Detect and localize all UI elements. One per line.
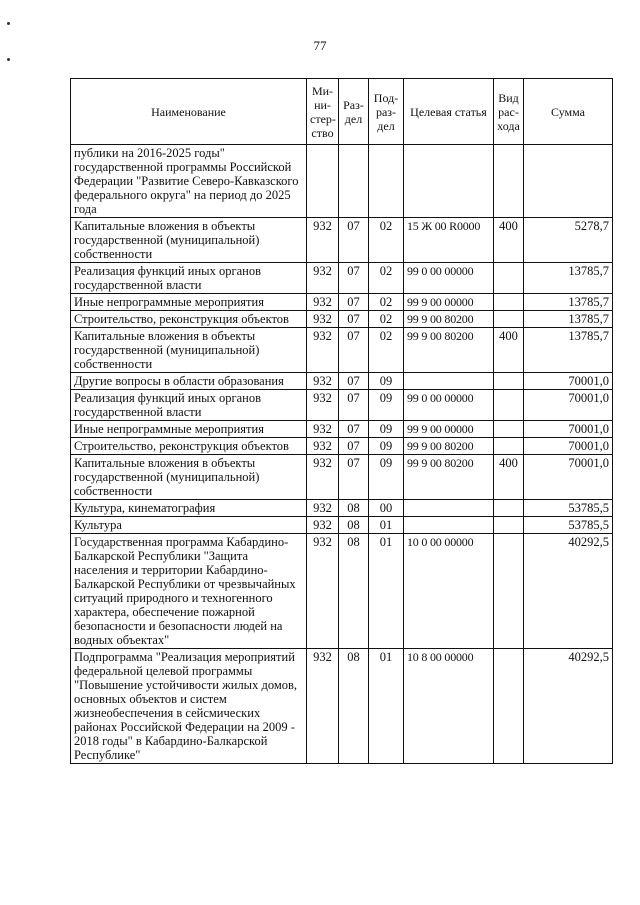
cell-target: 10 0 00 00000 <box>404 534 494 649</box>
cell-expense-type <box>494 517 524 534</box>
cell-expense-type <box>494 649 524 764</box>
table-row <box>71 373 613 390</box>
cell-ministry: 932 <box>307 649 339 764</box>
table-row <box>71 218 613 263</box>
cell-ministry: 932 <box>307 328 339 373</box>
cell-name: Культура <box>71 517 307 534</box>
cell-amount: 70001,0 <box>524 390 613 421</box>
cell-subsection: 02 <box>369 328 404 373</box>
cell-section: 07 <box>339 218 369 263</box>
cell-section: 08 <box>339 500 369 517</box>
table-row <box>71 517 613 534</box>
cell-ministry: 932 <box>307 421 339 438</box>
table-row <box>71 390 613 421</box>
cell-section: 07 <box>339 421 369 438</box>
cell-ministry: 932 <box>307 517 339 534</box>
table-row <box>71 263 613 294</box>
cell-expense-type <box>494 500 524 517</box>
cell-amount: 70001,0 <box>524 373 613 390</box>
cell-ministry: 932 <box>307 534 339 649</box>
cell-section: 08 <box>339 517 369 534</box>
cell-target: 99 9 00 00000 <box>404 421 494 438</box>
cell-subsection: 02 <box>369 218 404 263</box>
cell-target: 10 8 00 00000 <box>404 649 494 764</box>
cell-expense-type <box>494 311 524 328</box>
table-row <box>71 500 613 517</box>
cell-expense-type: 400 <box>494 218 524 263</box>
cell-expense-type <box>494 390 524 421</box>
table-row <box>71 145 613 218</box>
cell-target <box>404 145 494 218</box>
header-expense-type: Вид рас-хода <box>494 79 524 145</box>
cell-amount: 13785,7 <box>524 263 613 294</box>
scan-speck <box>7 58 10 61</box>
cell-subsection: 09 <box>369 390 404 421</box>
cell-expense-type <box>494 438 524 455</box>
cell-section <box>339 145 369 218</box>
budget-table <box>70 78 613 764</box>
page-number: 77 <box>313 38 327 53</box>
cell-subsection: 00 <box>369 500 404 517</box>
table-body <box>71 145 613 764</box>
cell-ministry: 932 <box>307 390 339 421</box>
cell-subsection: 09 <box>369 421 404 438</box>
cell-name: Государственная программа Кабардино-Балкарской Республики "Защита населения и территории Кабардино-Балкарской Республики от чрезвычайных ситуаций природного и техногенного характера, обеспечение пожарной безопасности и безопасности людей на водных объектах" <box>71 534 307 649</box>
cell-subsection: 09 <box>369 373 404 390</box>
cell-expense-type <box>494 373 524 390</box>
header-name: Наименование <box>71 79 307 145</box>
cell-subsection: 01 <box>369 649 404 764</box>
cell-subsection: 02 <box>369 294 404 311</box>
cell-amount: 40292,5 <box>524 649 613 764</box>
cell-name: Строительство, реконструкция объектов <box>71 438 307 455</box>
table-row <box>71 438 613 455</box>
cell-amount <box>524 145 613 218</box>
cell-expense-type: 400 <box>494 328 524 373</box>
table-row <box>71 534 613 649</box>
cell-amount: 5278,7 <box>524 218 613 263</box>
cell-expense-type <box>494 145 524 218</box>
cell-section: 07 <box>339 390 369 421</box>
cell-amount: 13785,7 <box>524 311 613 328</box>
table-row <box>71 311 613 328</box>
header-section: Раз-дел <box>339 79 369 145</box>
cell-target: 15 Ж 00 R0000 <box>404 218 494 263</box>
cell-expense-type <box>494 534 524 649</box>
cell-amount: 13785,7 <box>524 328 613 373</box>
cell-name: публики на 2016-2025 годы" государственной программы Российской Федерации "Развитие Северо-Кавказского федерального округа" на период до 2025 года <box>71 145 307 218</box>
cell-subsection: 01 <box>369 534 404 649</box>
cell-target: 99 9 00 80200 <box>404 438 494 455</box>
cell-ministry: 932 <box>307 218 339 263</box>
cell-amount: 70001,0 <box>524 438 613 455</box>
cell-name: Реализация функций иных органов государственной власти <box>71 263 307 294</box>
cell-ministry: 932 <box>307 455 339 500</box>
cell-amount: 70001,0 <box>524 421 613 438</box>
cell-target: 99 9 00 80200 <box>404 328 494 373</box>
cell-ministry: 932 <box>307 294 339 311</box>
cell-ministry: 932 <box>307 373 339 390</box>
cell-section: 07 <box>339 294 369 311</box>
scan-speck <box>7 22 10 25</box>
cell-subsection: 09 <box>369 438 404 455</box>
cell-name: Иные непрограммные мероприятия <box>71 421 307 438</box>
table-row <box>71 421 613 438</box>
cell-expense-type <box>494 421 524 438</box>
cell-section: 07 <box>339 455 369 500</box>
cell-name: Подпрограмма "Реализация мероприятий федеральной целевой программы "Повышение устойчивости жилых домов, основных объектов и систем жизнеобеспечения в сейсмических районах Российской Федерации на 2009 - 2018 годы" в Кабардино-Балкарской Республике" <box>71 649 307 764</box>
cell-target <box>404 373 494 390</box>
table-row <box>71 328 613 373</box>
cell-amount: 53785,5 <box>524 517 613 534</box>
cell-amount: 40292,5 <box>524 534 613 649</box>
cell-amount: 70001,0 <box>524 455 613 500</box>
cell-ministry: 932 <box>307 263 339 294</box>
cell-target: 99 0 00 00000 <box>404 263 494 294</box>
cell-subsection: 01 <box>369 517 404 534</box>
header-target: Целевая статья <box>404 79 494 145</box>
cell-target: 99 9 00 00000 <box>404 294 494 311</box>
cell-section: 07 <box>339 311 369 328</box>
header-ministry: Ми-ни-стер-ство <box>307 79 339 145</box>
cell-target <box>404 500 494 517</box>
cell-name: Строительство, реконструкция объектов <box>71 311 307 328</box>
cell-name: Капитальные вложения в объекты государственной (муниципальной) собственности <box>71 328 307 373</box>
cell-ministry: 932 <box>307 311 339 328</box>
cell-target: 99 9 00 80200 <box>404 455 494 500</box>
cell-name: Культура, кинематография <box>71 500 307 517</box>
cell-target: 99 9 00 80200 <box>404 311 494 328</box>
cell-ministry: 932 <box>307 500 339 517</box>
cell-section: 08 <box>339 534 369 649</box>
cell-ministry <box>307 145 339 218</box>
header-amount: Сумма <box>524 79 613 145</box>
cell-section: 07 <box>339 438 369 455</box>
cell-section: 07 <box>339 263 369 294</box>
cell-subsection <box>369 145 404 218</box>
cell-section: 08 <box>339 649 369 764</box>
table-row <box>71 294 613 311</box>
header-subsection: Под-раз-дел <box>369 79 404 145</box>
cell-amount: 53785,5 <box>524 500 613 517</box>
cell-expense-type <box>494 263 524 294</box>
table-row <box>71 455 613 500</box>
cell-expense-type: 400 <box>494 455 524 500</box>
table-row <box>71 649 613 764</box>
cell-name: Капитальные вложения в объекты государственной (муниципальной) собственности <box>71 218 307 263</box>
cell-subsection: 09 <box>369 455 404 500</box>
cell-target <box>404 517 494 534</box>
cell-target: 99 0 00 00000 <box>404 390 494 421</box>
cell-name: Другие вопросы в области образования <box>71 373 307 390</box>
cell-amount: 13785,7 <box>524 294 613 311</box>
cell-subsection: 02 <box>369 311 404 328</box>
cell-ministry: 932 <box>307 438 339 455</box>
cell-name: Иные непрограммные мероприятия <box>71 294 307 311</box>
cell-name: Реализация функций иных органов государственной власти <box>71 390 307 421</box>
cell-section: 07 <box>339 373 369 390</box>
cell-name: Капитальные вложения в объекты государственной (муниципальной) собственности <box>71 455 307 500</box>
cell-section: 07 <box>339 328 369 373</box>
cell-subsection: 02 <box>369 263 404 294</box>
cell-expense-type <box>494 294 524 311</box>
table-header <box>71 79 613 145</box>
